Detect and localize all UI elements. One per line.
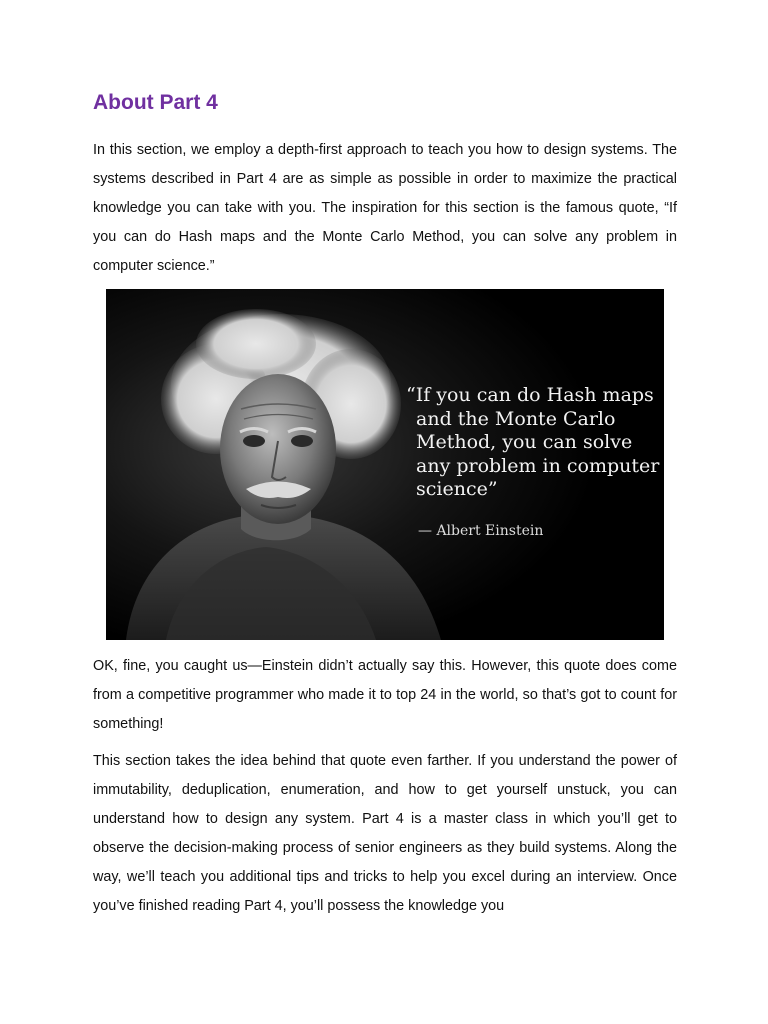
intro-paragraph: In this section, we employ a depth-first approach to teach you how to design systems. The systems described in Part 4 are as simple as possible in order to maximize the practical knowledge you can take with you. The inspiration for this section is the famous quote, “If you can do Hash maps and the Monte Carlo Method, you can solve any problem in computer science.”: [93, 142, 677, 274]
body-paragraph: This section takes the idea behind that quote even farther. If you understand the power of immutability, deduplication, enumeration, and how to get yourself unstuck, you can understand how to design any system. Part 4 is a master class in which you’ll get to observe the decision-making process of senior engineers as they build systems. Along the way, we’ll teach you additional tips and tricks to help you excel during an interview. Once you’ve finished reading Part 4, you’ll possess the knowledge you: [93, 753, 677, 914]
quote-text: “If you can do Hash maps and the Monte Carlo Method, you can solve any problem in computer science”: [406, 384, 660, 500]
quote-attribution: — Albert Einstein: [418, 523, 544, 539]
body-paragraph: OK, fine, you caught us—Einstein didn’t actually say this. However, this quote does come from a competitive programmer who made it to top 24 in the world, so that’s got to count for something!: [93, 658, 677, 732]
quote-image: [106, 289, 664, 640]
section-heading: About Part 4: [93, 91, 218, 114]
page-content: [93, 88, 677, 929]
